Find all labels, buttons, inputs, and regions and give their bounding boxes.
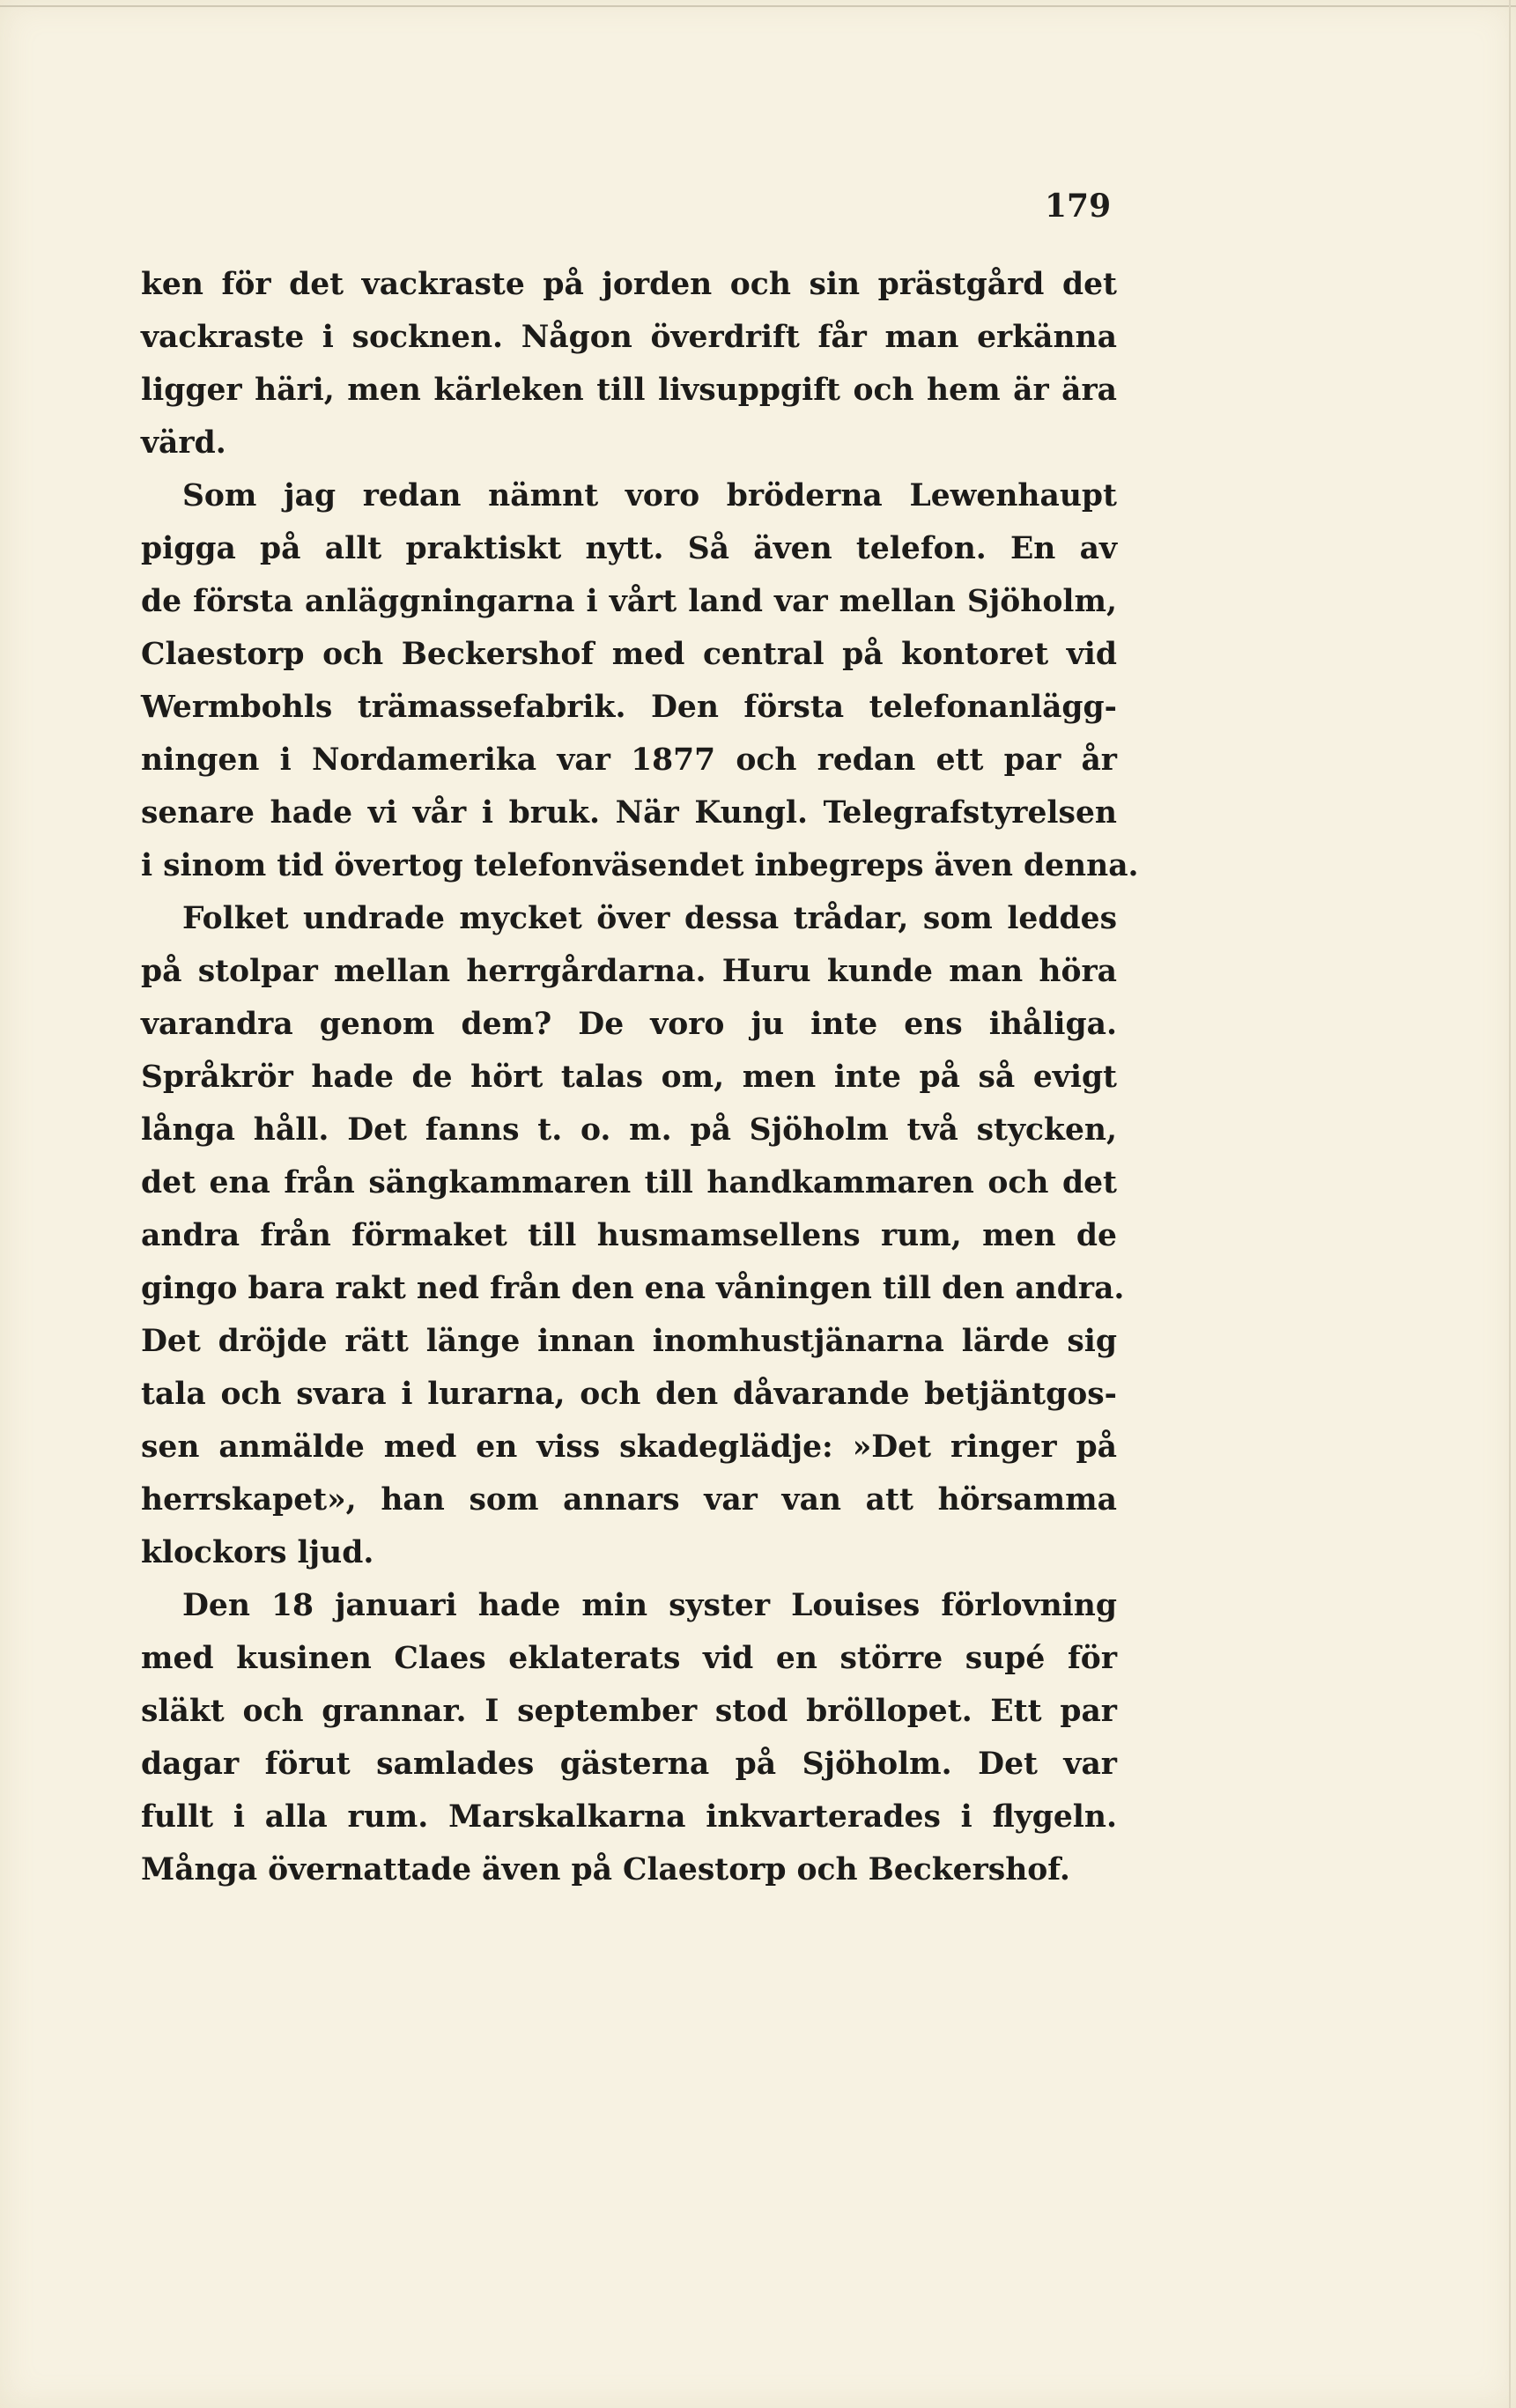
text-line: de första anläggningarna i vårt land var mellan Sjöholm,	[141, 584, 1117, 619]
text-line: Folket undrade mycket över dessa trådar, som leddes	[182, 901, 1117, 936]
text-line: Det dröjde rätt länge innan inomhustjänarna lärde sig	[141, 1324, 1117, 1359]
text-line: Wermbohls trämassefabrik. Den första telefonanlägg-	[141, 690, 1117, 725]
text-line: släkt och grannar. I september stod bröllopet. Ett par	[141, 1694, 1117, 1729]
text-line: värd.	[141, 425, 226, 461]
text-line: senare hade vi vår i bruk. När Kungl. Telegrafstyrelsen	[141, 795, 1117, 831]
text-line: Många övernattade även på Claestorp och Beckershof.	[141, 1852, 1070, 1887]
text-line: på stolpar mellan herrgårdarna. Huru kunde man höra	[141, 954, 1117, 989]
body-text	[141, 258, 1139, 1896]
text-line: tala och svara i lurarna, och den dåvarande betjäntgos-	[141, 1377, 1117, 1412]
text-line: dagar förut samlades gästerna på Sjöholm. Det var	[141, 1747, 1117, 1782]
page-right-edge	[1509, 0, 1511, 2408]
text-line: vackraste i socknen. Någon överdrift får man erkänna	[141, 320, 1117, 355]
text-line: med kusinen Claes eklaterats vid en större supé för	[141, 1641, 1117, 1676]
text-line: långa håll. Det fanns t. o. m. på Sjöholm två stycken,	[141, 1112, 1117, 1148]
text-line: andra från förmaket till husmamsellens rum, men de	[141, 1218, 1117, 1253]
page-top-edge	[0, 5, 1516, 7]
text-line: varandra genom dem? De voro ju inte ens ihåliga.	[141, 1007, 1117, 1042]
text-line: sen anmälde med en viss skadeglädje: »Det ringer på	[141, 1429, 1117, 1465]
text-line: herrskapet», han som annars var van att hörsamma	[141, 1482, 1117, 1518]
text-line: fullt i alla rum. Marskalkarna inkvarterades i flygeln.	[141, 1799, 1117, 1835]
text-line: Språkrör hade de hört talas om, men inte på så evigt	[141, 1060, 1117, 1095]
text-line: i sinom tid övertog telefonväsendet inbegreps även denna.	[141, 848, 1139, 883]
text-line: Den 18 januari hade min syster Louises förlovning	[182, 1588, 1117, 1623]
text-line: ken för det vackraste på jorden och sin prästgård det	[141, 267, 1117, 302]
page-number: 179	[1045, 188, 1112, 225]
text-line: ningen i Nordamerika var 1877 och redan ett par år	[141, 742, 1117, 778]
text-line: Som jag redan nämnt voro bröderna Lewenhaupt	[182, 478, 1117, 513]
text-line: Claestorp och Beckershof med central på kontoret vid	[141, 637, 1117, 672]
text-line: ligger häri, men kärleken till livsuppgift och hem är ära	[141, 373, 1117, 408]
text-line: gingo bara rakt ned från den ena våningen till den andra.	[141, 1271, 1125, 1306]
text-line: pigga på allt praktiskt nytt. Så även telefon. En av	[141, 531, 1117, 566]
text-line: klockors ljud.	[141, 1535, 374, 1570]
text-line: det ena från sängkammaren till handkammaren och det	[141, 1165, 1117, 1200]
